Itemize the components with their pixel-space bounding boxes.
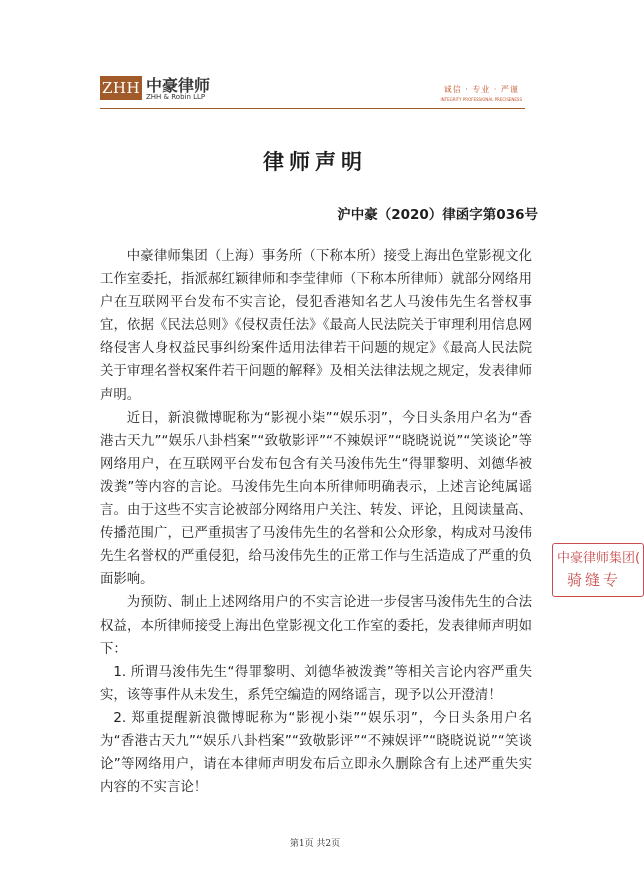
document-body [100,245,532,799]
firm-motto-block [440,84,522,102]
paragraph: 近日，新浪微博昵称为“影视小柒”“娱乐羽”，今日头条用户名为“香港古天九”“娱乐八卦档案”“致敬影评”“不辣娱评”“晓晓说说”“笑谈论”等网络用户，在互联网平台发布包含有关马浚伟先生“得罪黎明、刘德华被泼粪”等内容的言论。马浚伟先生向本所律师明确表示，上述言论纯属谣言。由于这些不实言论被部分网络用户关注、转发、评论，且阅读量高、传播范围广，已严重损害了马浚伟先生的名誉和公众形象，构成对马浚伟先生名誉权的严重侵犯，给马浚伟先生的正常工作与生活造成了严重的负面影响。 [100,410,532,588]
firm-name-en: ZHH & Robin LLP [146,93,206,101]
perforation-seal [552,543,644,597]
page-number: 第1页 共2页 [289,839,341,849]
header-divider [100,108,525,109]
firm-name-cn: 中豪律师 [146,76,211,95]
document-title: 律师声明 [263,150,367,174]
paragraph: 中豪律师集团（上海）事务所（下称本所）接受上海出色堂影视文化工作室委托，指派郝红颖律师和李莹律师（下称本所律师）就部分网络用户在互联网平台发布不实言论，侵犯香港知名艺人马浚伟先生名誉权事宜，依据《民法总则》《侵权责任法》《最高人民法院关于审理利用信息网络侵害人身权益民事纠纷案件适用法律若干问题的规定》《最高人民法院关于审理名誉权案件若干问题的解释》及相关法律法规之规定，发表律师声明。 [100,249,532,403]
paragraph: 为预防、制止上述网络用户的不实言论进一步侵害马浚伟先生的合法权益，本所律师接受上海出色堂影视文化工作室的委托，发表律师声明如下： [100,595,532,657]
document-number: 沪中豪（2020）律函字第036号 [337,207,538,223]
statement-item: 2. 郑重提醒新浪微博昵称为“影视小柒”“娱乐羽”，今日头条用户名为“香港古天九”“娱乐八卦档案”“致敬影评”“不辣娱评”“晓晓说说”“笑谈论”等网络用户，请在本律师声明发布后立即永久删除含有上述严重失实内容的不实言论！ [100,710,532,796]
seal-text-top: 中豪律师集团( [557,551,641,566]
logo-mark: ZHH [100,76,142,100]
firm-motto-en: INTEGRITY PROFESSIONAL PRECISENESS [440,97,522,102]
statement-item: 1. 所谓马浚伟先生“得罪黎明、刘德华被泼粪”等相关言论内容严重失实，该等事件从未发生，系凭空编造的网络谣言，现予以公开澄清！ [100,664,532,703]
seal-text-bottom: 骑缝专 [567,571,622,589]
firm-motto: 诚信 · 专业 · 严谨 [443,85,519,94]
